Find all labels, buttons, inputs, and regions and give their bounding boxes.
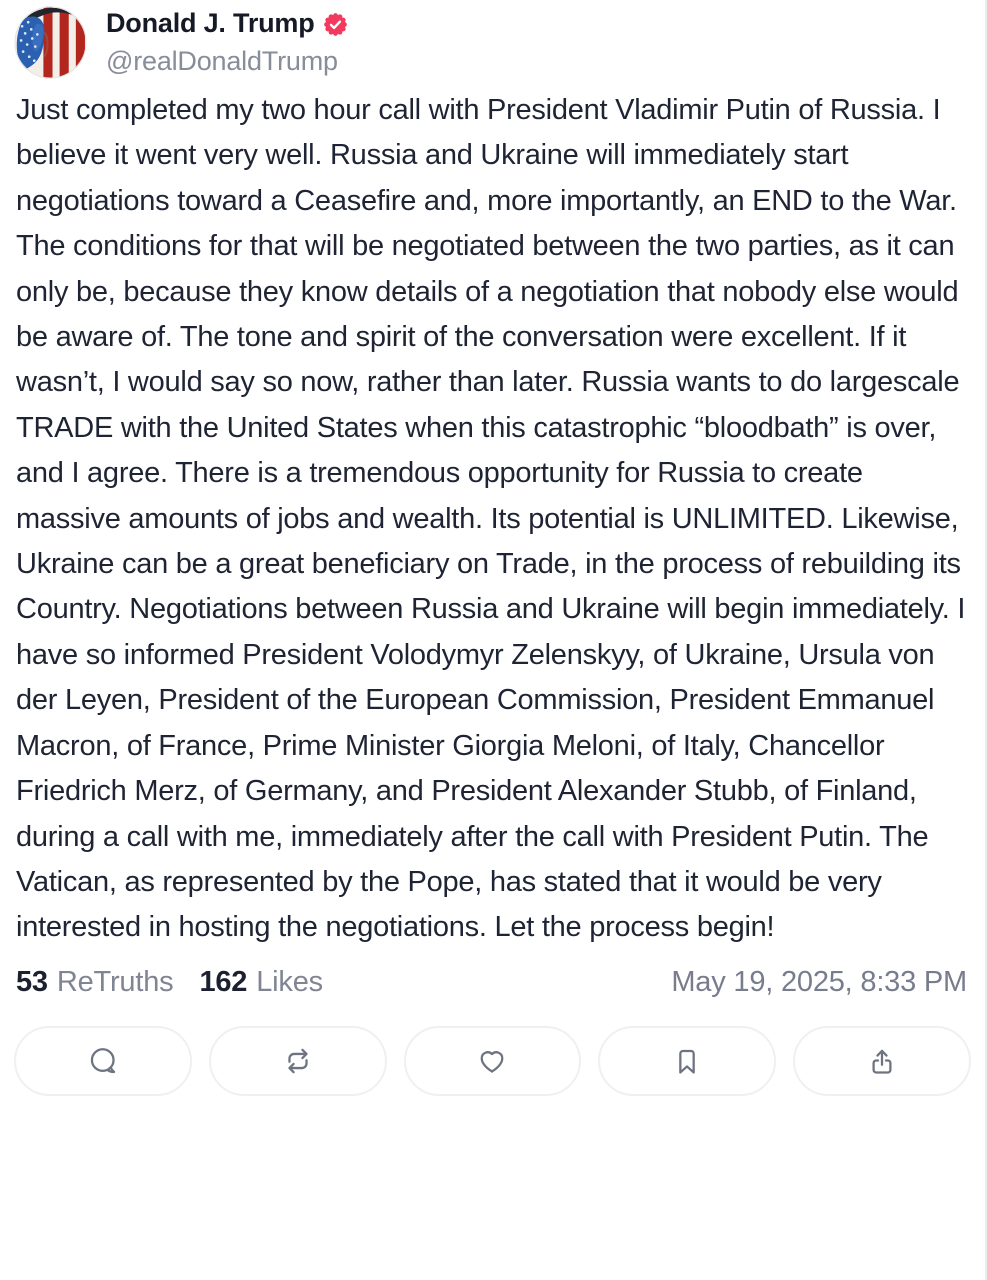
post-timestamp: May 19, 2025, 8:33 PM <box>671 965 967 998</box>
retruths-label: ReTruths <box>56 965 174 998</box>
retruth-repeat-icon <box>282 1045 314 1077</box>
share-icon <box>866 1045 898 1077</box>
author-handle[interactable]: @realDonaldTrump <box>106 46 338 76</box>
reply-speech-bubble-icon <box>87 1045 119 1077</box>
bookmark-icon <box>671 1045 703 1077</box>
author-block <box>106 6 348 77</box>
retruths-count: 53 <box>16 965 48 998</box>
retruth-button[interactable] <box>209 1026 387 1096</box>
avatar[interactable] <box>14 6 87 79</box>
post-header <box>0 0 985 79</box>
post-body-text: Just completed my two hour call with President Vladimir Putin of Russia. I believe it went very well. Russia and Ukraine will immediately start negotiations toward a Ceasefire and, more importantly, an END to the War. The conditions for that will be negotiated between the two parties, as it can only be, because they know details of a negotiation that nobody else would be aware of. The tone and spirit of the conversation were excellent. If it wasn’t, I would say so now, rather than later. Russia wants to do largescale TRADE with the United States when this catastrophic “bloodbath” is over, and I agree. There is a tremendous opportunity for Russia to create massive amounts of jobs and wealth. Its potential is UNLIMITED. Likewise, Ukraine can be a great beneficiary on Trade, in the process of rebuilding its Country. Negotiations between Russia and Ukraine will begin immediately. I have so informed President Volodymyr Zelenskyy, of Ukraine, Ursula von der Leyen, President of the European Commission, President Emmanuel Macron, of France, Prime Minister Giorgia Meloni, of Italy, Chancellor Friedrich Merz, of Germany, and President Alexander Stubb, of Finland, during a call with me, immediately after the call with President Putin. The Vatican, as represented by the Pope, has stated that it would be very interested in hosting the negotiations. Let the process begin! <box>16 94 966 944</box>
like-button[interactable] <box>404 1026 582 1096</box>
like-heart-icon <box>476 1045 508 1077</box>
share-button[interactable] <box>793 1026 971 1096</box>
retruths-stat[interactable] <box>16 966 173 999</box>
author-name[interactable]: Donald J. Trump <box>106 8 315 38</box>
likes-count: 162 <box>199 965 248 998</box>
bookmark-button[interactable] <box>598 1026 776 1096</box>
stats-row <box>0 966 985 999</box>
likes-stat[interactable] <box>199 966 323 999</box>
reply-button[interactable] <box>14 1026 192 1096</box>
likes-label: Likes <box>256 965 323 998</box>
actions-row <box>0 1026 985 1096</box>
verified-badge-icon <box>323 12 348 37</box>
